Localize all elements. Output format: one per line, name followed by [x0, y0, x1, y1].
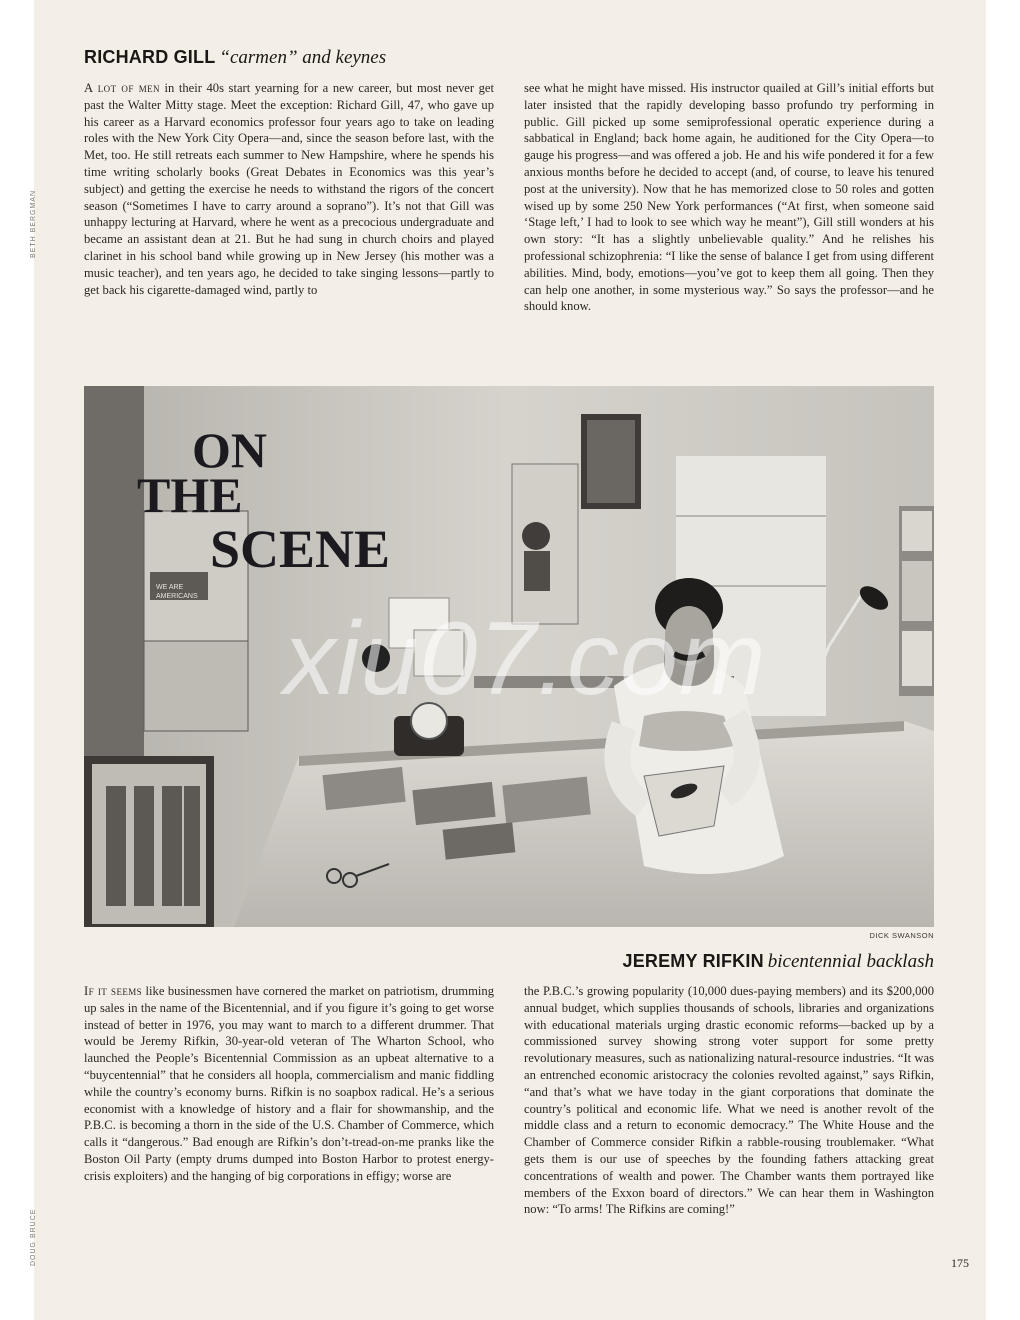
article1-subtitle: “carmen” and keynes: [219, 47, 387, 68]
on-the-scene-scene: SCENE: [210, 519, 391, 579]
article2-column-left: [84, 983, 494, 1185]
article2-name: JEREMY RIFKIN: [622, 951, 764, 971]
article2-col2-text: the P.B.C.’s growing popularity (10,000 dues-paying members) and its $200,000 annual budget, which supplies thousands of schools, libraries and organizations with educational materials urging drastic economic reforms—backed up by a commissioned survey showing strong voter support for some pretty revolutionary measures, such as nationalizing natural-resource industries. “It was an entrenched economic aristocracy the colonies revolted against,” says Rifkin, “and that’s what we have today in the giant corporations that dominate the country’s political and economic life. What we need is another revolt of the middle class and a return to economic democracy.” The White House and the Chamber of Commerce consider Rifkin a rabble-rousing troublemaker. “What gets them is our use of speeches by the founding fathers attacking great concentrations of wealth and power. The Chamber wants them portrayed like members of the Exxon board of directors.” We can hear them in Washington now: “To arms! The Rifkins are coming!”: [524, 984, 934, 1217]
article1-column-left: [84, 80, 494, 298]
article1-column-right: [524, 80, 934, 315]
article1-lead-caps: A lot of men: [84, 81, 160, 95]
article2-headline: [622, 952, 934, 971]
on-the-scene-on: ON: [192, 422, 267, 478]
photo-credit-dick-swanson: DICK SWANSON: [869, 931, 934, 940]
poster-text-1: WE ARE: [156, 584, 184, 591]
article1-headline: [84, 48, 386, 67]
photo-credit-beth-bergman: BETH BERGMAN: [30, 189, 37, 258]
photo-credit-doug-bruce: DOUG BRUCE: [30, 1208, 37, 1266]
article1-col1-text: in their 40s start yearning for a new career, but most never get past the Walter Mitty stage. Meet the exception: Richard Gill, 47, who gave up his career as a Harvard economics professor four years ago to take on leading roles with the New York City Opera—and, since the season before last, with the Met, too. He still retreats each summer to New Hampshire, where he spends his time writing scholarly books (Great Debates in Economics was this year’s subject) and getting the exercise he needs to withstand the rigors of the concert season (“Sometimes I have to carry around a soprano”). It’s not that Gill was unhappy lecturing at Harvard, where he went as a precocious undergraduate and became an assistant dean at 21. But he had sung in church choirs and played clarinet in his school band while growing up in New Jersey (his mother was a music teacher), and ten years ago, he decided to take singing lessons—partly to get back his cigarette-damaged wind, partly to: [84, 81, 494, 297]
article2-column-right: [524, 983, 934, 1218]
article1-name: RICHARD GILL: [84, 47, 216, 67]
article2-lead-caps: If it seems: [84, 984, 143, 998]
poster-text-2: AMERICANS: [156, 593, 198, 600]
on-the-scene-the: THE: [137, 467, 243, 523]
watermark: xiu07.com: [283, 601, 767, 717]
article1-col2-text: see what he might have missed. His instructor quailed at Gill’s initial efforts but later insisted that the rapidly developing basso profundo try performing in public. Gill picked up some semiprofessional operatic experience during a sabbatical in England; back home again, he auditioned for the City Opera—to gauge his progress—and was offered a job. He and his wife pondered it for a few anxious months before he decided to accept (and, of course, to leave his tenured post at the university). Now that he has memorized close to 50 roles and gotten wised up by some 250 New York performances (“At first, when someone said ‘Stage left,’ I had to look to see which way he meant”), Gill still wonders at his own story: “It has a slightly unbelievable quality.” And he relishes his professional schizophrenia: “I like the sense of balance I get from using different abilities. Mind, body, emotions—you’ve got to keep them all going. Then they can help one another, in some mysterious way.” So says the professor—and he should know.: [524, 81, 934, 314]
article2-col1-text: like businessmen have cornered the market on patriotism, drumming up sales in the name of the Bicentennial, and if you figure it’s going to get worse instead of better in 1976, you may want to march to a different drummer. That would be Jeremy Rifkin, 30-year-old veteran of The Wharton School, who launched the People’s Bicentennial Commission as an upbeat alternative to a “buycentennial” that he considers all hoopla, commercialism and manic fiddling while the country’s economy burns. Rifkin is no soapbox radical. He’s a serious economist with a knowledge of history and a flair for showmanship, and the P.B.C. is becoming a thorn in the side of the U.S. Chamber of Commerce, which calls it “dangerous.” Bad enough are Rifkin’s don’t-tread-on-me pranks like the Boston Oil Party (empty drums dumped into Boston Harbor to protest energy-crisis exploiters) and the hanging of big corporations in effigy; worse are: [84, 984, 494, 1183]
page-number: 175: [951, 1256, 969, 1270]
article2-subtitle: bicentennial backlash: [767, 951, 934, 972]
